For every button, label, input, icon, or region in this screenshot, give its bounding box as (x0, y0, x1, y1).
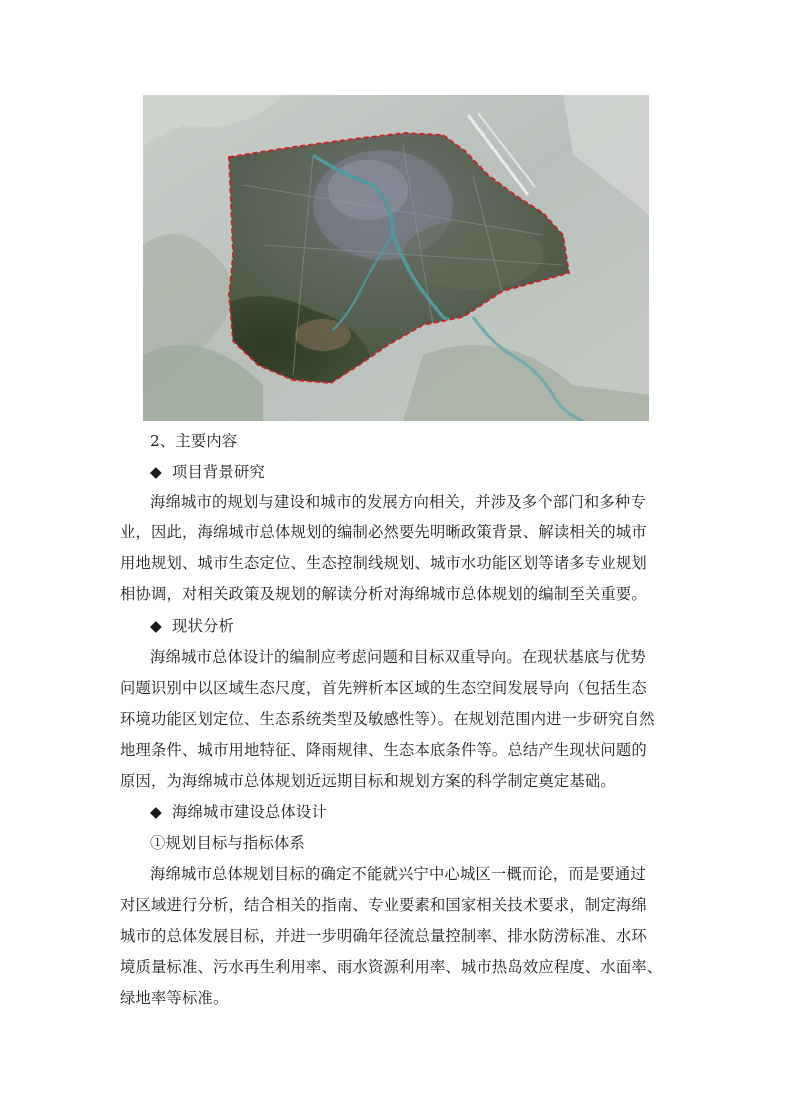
paragraph-line: 环境功能区划定位、生态系统类型及敏感性等）。在规划范围内进一步研究自然 (120, 710, 655, 728)
bullet-diamond-icon: ◆ (150, 803, 162, 821)
paragraph-line: 地理条件、城市用地特征、降雨规律、生态本底条件等。总结产生现状问题的 (120, 741, 647, 759)
bullet-title: 项目背景研究 (172, 463, 265, 481)
paragraph-line: 城市的总体发展目标，并进一步明确年径流总量控制率、排水防涝标准、水环 (120, 927, 647, 945)
sub-heading: ①规划目标与指标体系 (150, 834, 305, 852)
bullet-title: 海绵城市建设总体设计 (172, 803, 327, 821)
paragraph-line: 海绵城市总体设计的编制应考虑问题和目标双重导向。在现状基底与优势 (150, 648, 646, 666)
paragraph-line: 海绵城市的规划与建设和城市的发展方向相关，并涉及多个部门和多种专 (150, 493, 646, 511)
paragraph-line: 境质量标准、污水再生利用率、雨水资源利用率、城市热岛效应程度、水面率、 (120, 958, 663, 976)
bullet-title: 现状分析 (172, 617, 234, 635)
paragraph-line: 相协调，对相关政策及规划的解读分析对海绵城市总体规划的编制至关重要。 (120, 585, 647, 603)
bullet-diamond-icon: ◆ (150, 463, 162, 481)
satellite-map (143, 95, 649, 421)
bullet-heading (150, 802, 710, 822)
bullet-heading (150, 616, 710, 636)
paragraph-line: 原因，为海绵城市总体规划近远期目标和规划方案的科学制定奠定基础。 (120, 772, 616, 790)
paragraph-line: 海绵城市总体规划目标的确定不能就兴宁中心城区一概而论，而是要通过 (150, 865, 646, 883)
paragraph-line: 对区域进行分析，结合相关的指南、专业要素和国家相关技术要求，制定海绵 (120, 896, 647, 914)
bullet-heading (150, 462, 710, 482)
bullet-diamond-icon: ◆ (150, 617, 162, 635)
paragraph-line: 业，因此，海绵城市总体规划的编制必然要先明晰政策背景、解读相关的城市 (120, 523, 647, 541)
section-heading: 2、主要内容 (150, 432, 238, 450)
paragraph-line: 问题识别中以区域生态尺度，首先辨析本区域的生态空间发展导向（包括生态 (120, 679, 647, 697)
paragraph-line: 用地规划、城市生态定位、生态控制线规划、城市水功能区划等诸多专业规划 (120, 554, 647, 572)
paragraph-line: 绿地率等标准。 (120, 989, 229, 1007)
satellite-map-figure (143, 95, 649, 421)
